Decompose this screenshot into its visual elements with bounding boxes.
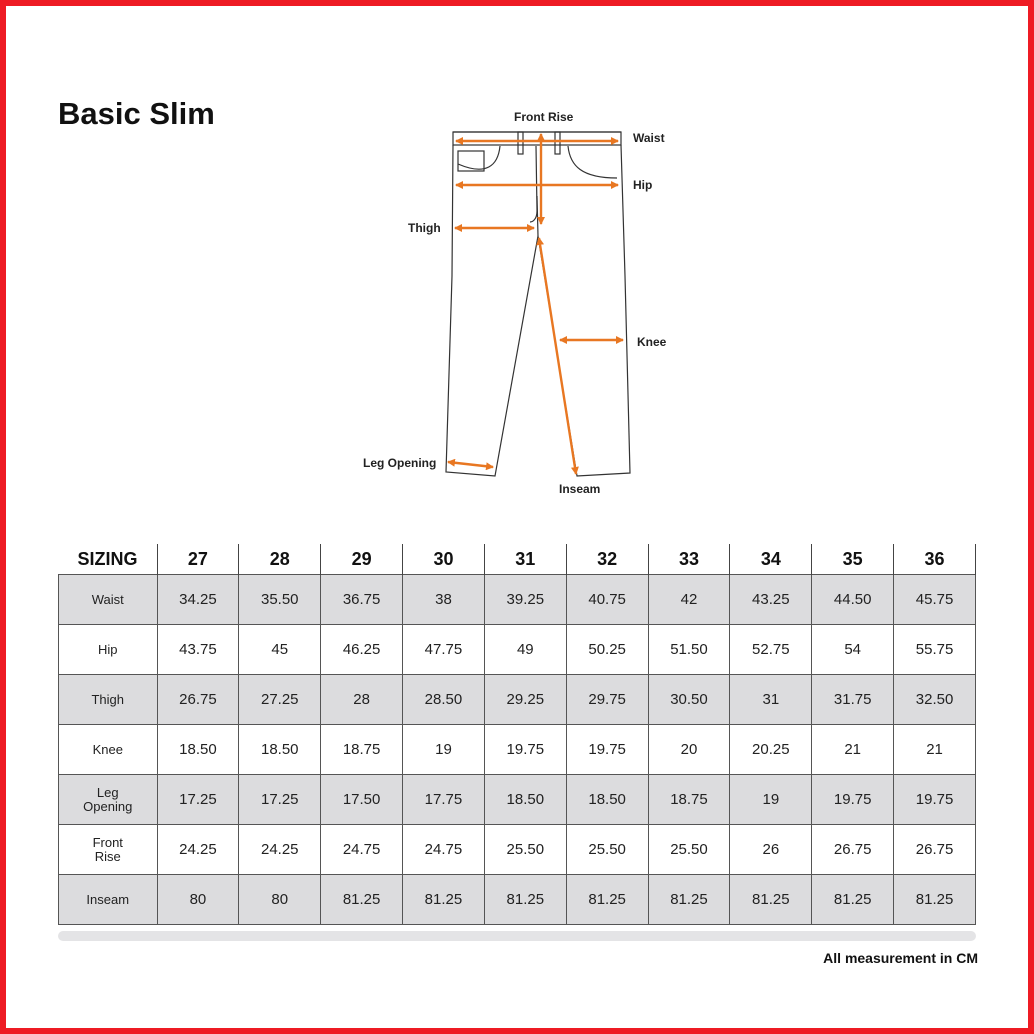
header-cell: 35 [812,544,894,575]
row-label: Hip [59,625,158,675]
table-cell: 52.75 [730,625,812,675]
table-cell: 19 [403,725,485,775]
table-cell: 39.25 [484,575,566,625]
leg-opening-label: Leg Opening [363,456,437,470]
table-cell: 18.50 [484,775,566,825]
table-cell: 81.25 [566,875,648,925]
table-cell: 21 [894,725,976,775]
table-cell: 28.50 [403,675,485,725]
table-cell: 81.25 [648,875,730,925]
table-cell: 18.50 [157,725,239,775]
thigh-label: Thigh [408,221,441,235]
table-cell: 24.25 [239,825,321,875]
table-cell: 45 [239,625,321,675]
table-cell: 18.50 [566,775,648,825]
measurement-arrows [448,134,623,474]
table-cell: 54 [812,625,894,675]
table-cell: 46.25 [321,625,403,675]
table-cell: 28 [321,675,403,725]
table-cell: 17.25 [239,775,321,825]
table-cell: 19.75 [484,725,566,775]
table-cell: 26.75 [157,675,239,725]
table-cell: 81.25 [321,875,403,925]
header-cell: 30 [403,544,485,575]
sizing-table [58,544,976,925]
table-row [59,775,976,825]
inseam-label: Inseam [559,482,601,496]
table-cell: 40.75 [566,575,648,625]
knee-label: Knee [637,335,667,349]
table-cell: 19.75 [894,775,976,825]
header-cell: 32 [566,544,648,575]
table-row [59,725,976,775]
table-cell: 31 [730,675,812,725]
table-cell: 45.75 [894,575,976,625]
header-cell: 34 [730,544,812,575]
header-cell: 33 [648,544,730,575]
table-cell: 29.75 [566,675,648,725]
row-label: Thigh [59,675,158,725]
table-cell: 32.50 [894,675,976,725]
table-cell: 19 [730,775,812,825]
leg-opening-arrow [448,462,493,467]
table-cell: 38 [403,575,485,625]
row-label: Leg Opening [59,775,158,825]
table-cell: 26 [730,825,812,875]
header-cell: 29 [321,544,403,575]
table-cell: 19.75 [566,725,648,775]
table-cell: 34.25 [157,575,239,625]
table-cell: 25.50 [648,825,730,875]
table-cell: 20 [648,725,730,775]
table-cell: 25.50 [484,825,566,875]
table-cell: 35.50 [239,575,321,625]
table-cell: 42 [648,575,730,625]
header-cell: 36 [894,544,976,575]
table-cell: 18.75 [648,775,730,825]
table-cell: 24.25 [157,825,239,875]
pants-outline [446,132,630,476]
table-cell: 81.25 [484,875,566,925]
pants-diagram [6,6,1028,526]
table-cell: 31.75 [812,675,894,725]
table-cell: 44.50 [812,575,894,625]
table-cell: 19.75 [812,775,894,825]
header-cell: 31 [484,544,566,575]
table-cell: 55.75 [894,625,976,675]
table-row [59,575,976,625]
table-cell: 17.50 [321,775,403,825]
table-cell: 51.50 [648,625,730,675]
table-cell: 30.50 [648,675,730,725]
row-label: Front Rise [59,825,158,875]
table-cell: 43.25 [730,575,812,625]
table-cell: 24.75 [403,825,485,875]
table-cell: 47.75 [403,625,485,675]
table-cell: 81.25 [730,875,812,925]
table-cell: 26.75 [894,825,976,875]
hip-label: Hip [633,178,653,192]
table-cell: 20.25 [730,725,812,775]
table-cell: 80 [157,875,239,925]
header-cell: SIZING [77,548,138,569]
table-cell: 17.25 [157,775,239,825]
header-cell: 28 [239,544,321,575]
row-label: Waist [59,575,158,625]
table-cell: 50.25 [566,625,648,675]
table-row [59,825,976,875]
table-cell: 24.75 [321,825,403,875]
header-cell: 27 [157,544,239,575]
inseam-arrow [539,238,576,474]
table-cell: 49 [484,625,566,675]
waist-label: Waist [633,131,665,145]
table-cell: 43.75 [157,625,239,675]
table-cell: 27.25 [239,675,321,725]
table-cell: 25.50 [566,825,648,875]
table-cell: 81.25 [894,875,976,925]
table-header-row [59,544,976,575]
table-cell: 81.25 [812,875,894,925]
table-row [59,625,976,675]
row-label: Knee [59,725,158,775]
table-cell: 29.25 [484,675,566,725]
row-label: Inseam [59,875,158,925]
table-cell: 18.50 [239,725,321,775]
table-cell: 17.75 [403,775,485,825]
table-cell: 18.75 [321,725,403,775]
table-cell: 36.75 [321,575,403,625]
table-row [59,875,976,925]
table-row [59,675,976,725]
horizontal-scrollbar[interactable] [58,931,976,941]
measurement-note: All measurement in CM [823,950,978,966]
page-title: Basic Slim [58,96,215,131]
table-cell: 80 [239,875,321,925]
table-cell: 21 [812,725,894,775]
front-rise-label: Front Rise [514,110,574,124]
table-cell: 26.75 [812,825,894,875]
table-cell: 81.25 [403,875,485,925]
